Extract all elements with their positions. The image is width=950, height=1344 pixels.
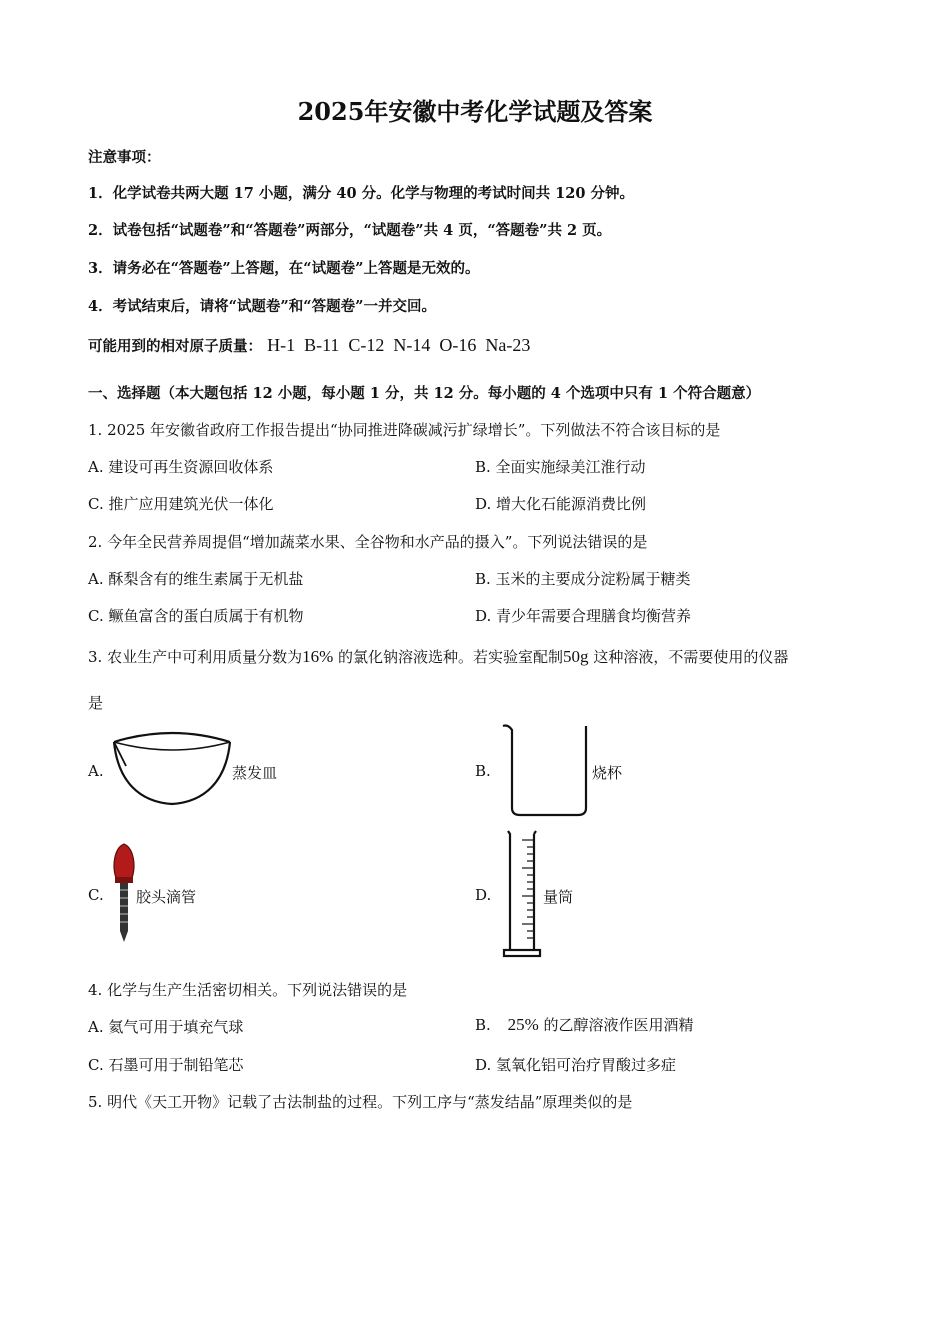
note-item-2: 2．试卷包括“试题卷”和“答题卷”两部分，“试题卷”共 4 页，“答题卷”共 2 页。	[88, 222, 612, 239]
q1-option-b: B. 全面实施绿美江淮行动	[475, 458, 646, 476]
notes-heading: 注意事项：	[88, 149, 161, 166]
atomic-mass-values: H-1 B-11 C-12 N-14 O-16 Na-23	[267, 335, 531, 355]
q3-mass: 50g	[563, 647, 589, 666]
note-item-4: 4．考试结束后，请将“试题卷”和“答题卷”一并交回。	[88, 298, 436, 315]
q3-stem-part3: 这种溶液，不需要使用的仪器	[588, 648, 789, 666]
q3-option-b-letter: B.	[475, 762, 491, 780]
q4-option-b-text: 的乙醇溶液作医用酒精	[538, 1016, 694, 1034]
q4-option-c: C. 石墨可用于制铅笔芯	[88, 1056, 244, 1074]
q3-option-b-label: 烧杯	[592, 764, 623, 782]
note-item-3: 3．请务必在“答题卷”上答题，在“试题卷”上答题是无效的。	[88, 260, 480, 277]
q4-option-a: A. 氦气可用于填充气球	[88, 1018, 244, 1036]
q3-stem-part2: 的氯化钠溶液选种。若实验室配制	[333, 648, 564, 666]
page-title: 2025年安徽中考化学试题及答案	[297, 97, 653, 126]
atomic-mass-label: 可能用到的相对原子质量：	[88, 338, 262, 355]
q2-option-b: B. 玉米的主要成分淀粉属于糖类	[475, 570, 691, 588]
q3-stem	[88, 646, 788, 667]
q3-option-a-label: 蒸发皿	[232, 764, 278, 782]
q1-option-a: A. 建设可再生资源回收体系	[88, 458, 274, 476]
q3-stem-line2: 是	[88, 694, 104, 712]
q1-option-d: D. 增大化石能源消费比例	[475, 495, 647, 513]
q3-percent: 16%	[302, 647, 334, 666]
q4-option-b	[475, 1014, 694, 1035]
q4-option-d: D. 氢氧化铝可治疗胃酸过多症	[475, 1056, 677, 1074]
evaporating-dish-icon	[110, 722, 235, 808]
q2-option-c: C. 鳜鱼富含的蛋白质属于有机物	[88, 607, 304, 625]
q2-option-d: D. 青少年需要合理膳食均衡营养	[475, 607, 692, 625]
q4-option-b-letter: B.	[475, 1016, 491, 1034]
q4-stem: 4. 化学与生产生活密切相关。下列说法错误的是	[88, 981, 408, 999]
dropper-icon	[110, 842, 138, 944]
q4-option-b-percent: 25%	[507, 1015, 539, 1034]
q1-option-c: C. 推广应用建筑光伏一体化	[88, 495, 274, 513]
q5-stem: 5. 明代《天工开物》记载了古法制盐的过程。下列工序与“蒸发结晶”原理类似的是	[88, 1093, 633, 1111]
graduated-cylinder-icon	[500, 828, 544, 960]
atomic-mass-line	[88, 335, 530, 356]
q3-option-c-label: 胶头滴管	[136, 888, 197, 906]
q3-option-a-letter: A.	[88, 762, 104, 780]
q3-stem-part1: 3. 农业生产中可利用质量分数为	[88, 648, 303, 666]
note-item-1: 1．化学试卷共两大题 17 小题，满分 40 分。化学与物理的考试时间共 120 分钟。	[88, 185, 634, 202]
q3-option-d-letter: D.	[475, 886, 492, 904]
q2-option-a: A. 酥梨含有的维生素属于无机盐	[88, 570, 304, 588]
q3-option-c-letter: C.	[88, 886, 104, 904]
q1-stem: 1. 2025 年安徽省政府工作报告提出“协同推进降碳减污扩绿增长”。下列做法不符合该目标的是	[88, 421, 721, 439]
section1-heading: 一、选择题（本大题包括 12 小题，每小题 1 分，共 12 分。每小题的 4 个选项中只有 1 个符合题意）	[88, 385, 761, 402]
q2-stem: 2. 今年全民营养周提倡“增加蔬菜水果、全谷物和水产品的摄入”。下列说法错误的是	[88, 533, 648, 551]
q3-option-d-label: 量筒	[543, 888, 574, 906]
beaker-icon	[500, 720, 595, 818]
